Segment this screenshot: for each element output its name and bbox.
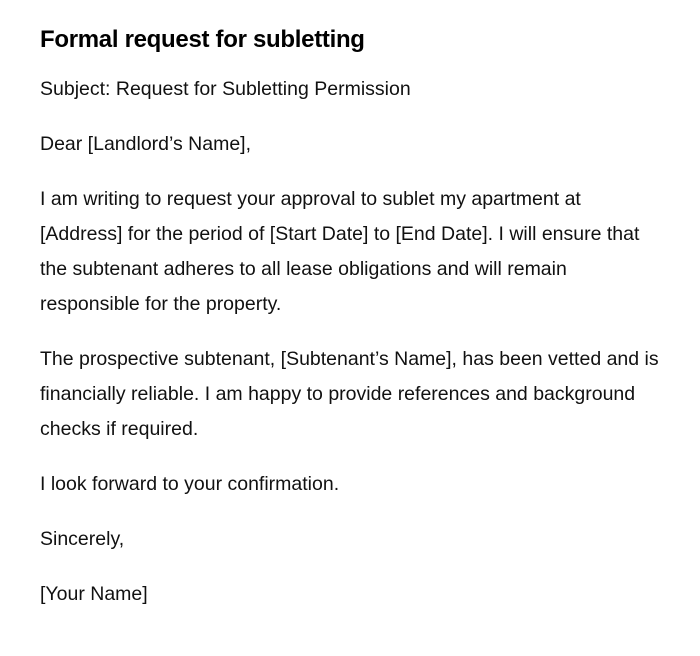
body-paragraph-request: I am writing to request your approval to sublet my apartment at [Address] for the period of [Start Date] to [End Date]. I will ensure that the subtenant adheres to all lease obligations and will remain responsible for the property. — [40, 188, 640, 315]
body-paragraph-subtenant: The prospective subtenant, [Subtenant’s Name], has been vetted and is financially reliable. I am happy to provide references and background checks if required. — [40, 348, 659, 440]
body-paragraph-closing-remark: I look forward to your confirmation. — [40, 473, 340, 495]
salutation: Dear [Landlord’s Name], — [40, 133, 251, 155]
subject-line: Subject: Request for Subletting Permission — [40, 78, 411, 100]
document-title: Formal request for subletting — [40, 26, 365, 53]
signature: [Your Name] — [40, 583, 148, 605]
letter — [40, 22, 660, 612]
closing: Sincerely, — [40, 528, 125, 550]
